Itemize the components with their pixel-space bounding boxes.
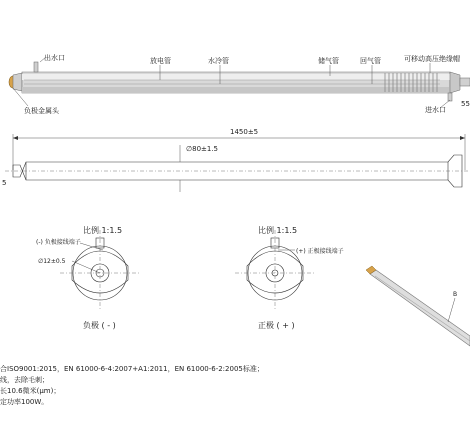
dim-dia-12: ∅12±0.5 xyxy=(38,258,66,265)
label-cathode-cap: 负极金属头 xyxy=(24,107,59,115)
negative-end-view xyxy=(36,225,140,330)
label-negative: 负极 ( - ) xyxy=(83,321,116,330)
label-water-tube: 水冷管 xyxy=(208,57,229,65)
dim-left: 5 xyxy=(2,179,7,187)
note-line-4: 定功率100W。 xyxy=(0,398,49,406)
label-return-tube: 回气管 xyxy=(360,57,381,65)
label-discharge-tube: 放电管 xyxy=(150,57,171,65)
scale-right: 比例 1:1.5 xyxy=(258,226,298,235)
positive-end-view xyxy=(235,225,344,330)
label-dim-55: 55 xyxy=(461,100,470,108)
tube-side-view xyxy=(2,128,470,192)
dim-diameter: ∅80±1.5 xyxy=(186,145,219,153)
note-line-1: 合ISO9001:2015，EN 61000-6-4:2007+A1:2011，EN 61000-6-2:2005标准； xyxy=(0,365,264,373)
label-neg-connector: (-) 负极接线端子 xyxy=(36,239,81,246)
label-pos-connector: (+) 正极接线端子 xyxy=(296,248,344,255)
tube-angled-view xyxy=(366,266,470,346)
scale-left: 比例 1:1.5 xyxy=(83,226,123,235)
note-line-3: 长10.6微米(μm)； xyxy=(0,387,61,395)
note-line-2: 线，去除毛刺； xyxy=(0,376,49,384)
dim-length: 1450±5 xyxy=(230,128,259,136)
angled-view-mark: B xyxy=(453,291,458,298)
label-hv-cap: 可移动高压绝缘帽 xyxy=(404,55,460,63)
tube-3d-view xyxy=(9,62,470,101)
label-water-outlet: 出水口 xyxy=(44,54,65,62)
label-positive: 正极 ( + ) xyxy=(258,321,295,330)
label-gas-tube: 储气管 xyxy=(318,57,339,65)
notes xyxy=(0,364,264,406)
label-water-inlet: 进水口 xyxy=(425,106,446,114)
